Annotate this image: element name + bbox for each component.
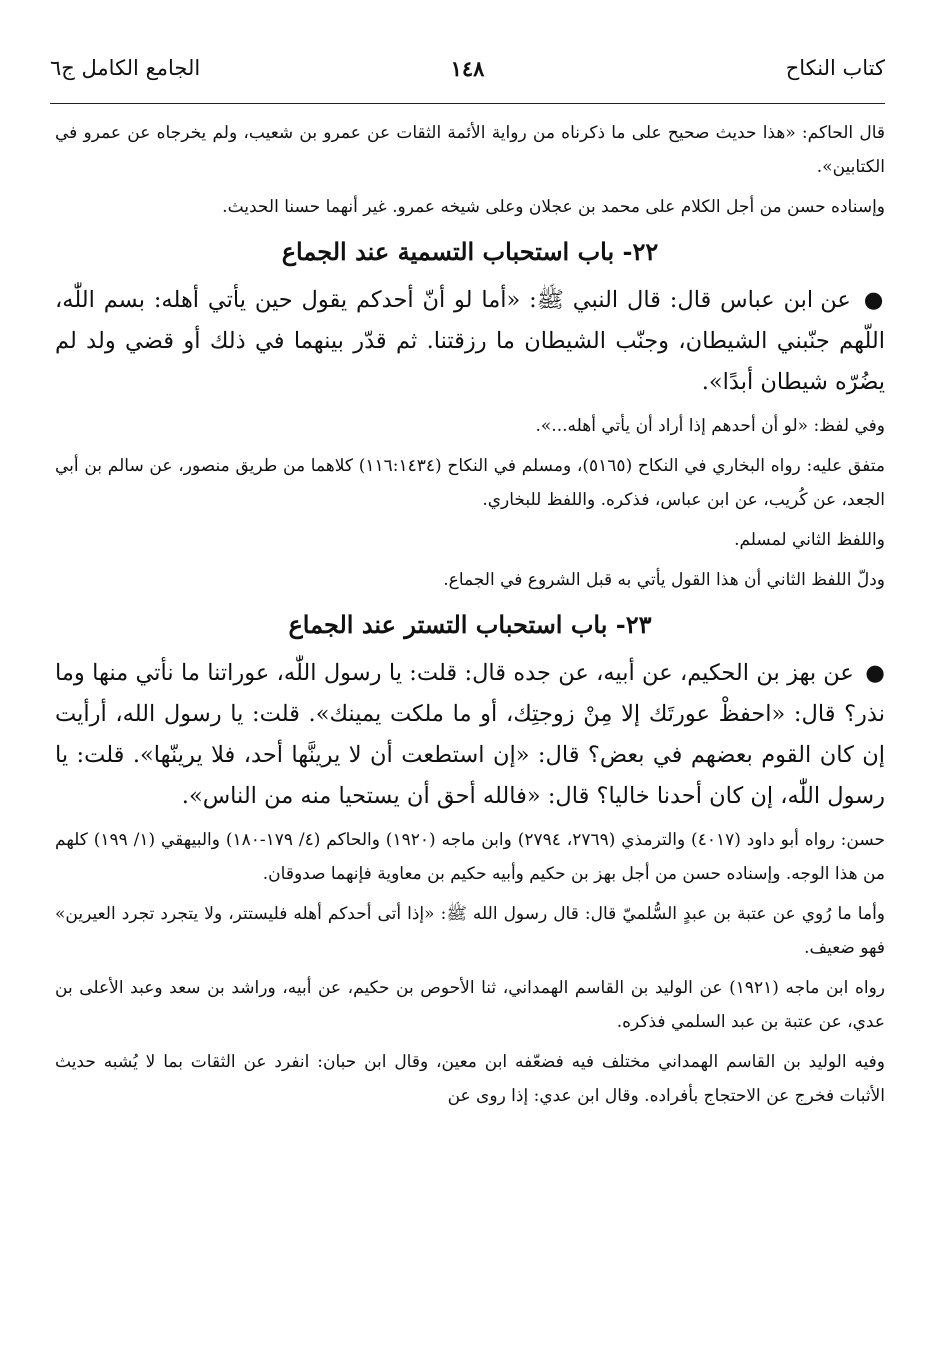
page-header [50, 56, 885, 96]
variant-wording: وفي لفظ: «لو أن أحدهم إذا أراد أن يأتي أهله...». [535, 416, 885, 436]
hadith-22-text: عن ابن عباس قال: قال النبي ﷺ: «أما لو أنّ أحدكم يقول حين يأتي أهله: بسم اللّٰه، اللّهم جنّبني الشيطان، وجنّب الشيطان ما رزقتنا. ثم قدّر بينهما في ذلك أو قضي ولد لم يضُرّه شيطان أبدًا». [55, 287, 885, 395]
header-rule [50, 103, 885, 104]
page-content [55, 116, 885, 1119]
takhrij-23: حسن: رواه أبو داود (٤٠١٧) والترمذي (٢٧٦٩، ٢٧٩٤) وابن ماجه (١٩٢٠) والحاكم (٤/ ١٧٩-١٨٠) والبيهقي (١/ ١٩٩) كلهم من هذا الوجه. وإسناده حسن من أجل بهز بن حكيم وأبيه حكيم بن معاوية فإنهما صدوقان. [55, 830, 886, 884]
isnad-note: وإسناده حسن من أجل الكلام على محمد بن عجلان وعلى شيخه عمرو. غير أنهما حسنا الحديث. [222, 197, 885, 217]
hadith-22 [55, 280, 885, 403]
page-number: ١٤٨ [450, 56, 485, 81]
weak-report: وأما ما رُوي عن عتبة بن عبدٍ السُّلميّ قال: قال رسول الله ﷺ: «إذا أتى أحدكم أهله فليستتر، ولا يتجرد تجرد العيرين» فهو ضعيف. [55, 904, 885, 958]
hadith-23-text: عن بهز بن الحكيم، عن أبيه، عن جده قال: قلت: يا رسول اللّٰه، عوراتنا ما نأتي منها وما نذر؟ قال: «احفظْ عورتَك إلا مِنْ زوجتِك، أو ما ملكت يمينك». قلت: يا رسول الله، أرأيت إن كان القوم بعضهم في بعض؟ قال: «إن استطعت أن لا يرينَّها أحد، فلا يرينّها». قلت: يا رسول اللّٰه، إن كان أحدنا خاليا؟ قال: «فالله أحق أن يستحيا منه من الناس». [55, 660, 885, 809]
hakim-quote: قال الحاكم: «هذا حديث صحيح على ما ذكرناه من رواية الأئمة الثقات عن عمرو بن شعيب، ولم يخرجاه عن عمرو في الكتابين». [55, 123, 885, 177]
second-wording-note: واللفظ الثاني لمسلم. [734, 530, 885, 550]
chapter-heading-22: ٢٢- باب استحباب التسمية عند الجماع [281, 237, 659, 266]
bullet-marker: ● [865, 660, 885, 686]
ibn-majah-chain: رواه ابن ماجه (١٩٢١) عن الوليد بن القاسم الهمداني، ثنا الأحوص بن حكيم، عن أبيه، وراشد بن سعد وعبد الأعلى بن عدي، عن عتبة بن عبد السلمي فذكره. [55, 978, 886, 1032]
narrator-critique: وفيه الوليد بن القاسم الهمداني مختلف فيه فضعّفه ابن معين، وقال ابن حبان: انفرد عن الثقات بما لا يُشبه حديث الأثبات فخرج عن الاحتجاج بأفراده. وقال ابن عدي: إذا روى عن [55, 1052, 885, 1106]
book-title: كتاب النكاح [785, 56, 885, 80]
hadith-23 [55, 653, 885, 817]
chapter-heading-23: ٢٣- باب استحباب التستر عند الجماع [288, 610, 652, 639]
inference-note: ودلّ اللفظ الثاني أن هذا القول يأتي به قبل الشروع في الجماع. [443, 570, 885, 590]
bullet-marker: ● [863, 287, 885, 313]
takhrij-22: متفق عليه: رواه البخاري في النكاح (٥١٦٥)، ومسلم في النكاح (١١٦:١٤٣٤) كلاهما من طريق منصور، عن سالم بن أبي الجعد، عن كُريب، عن ابن عباس، فذكره. واللفظ للبخاري. [55, 456, 885, 510]
collection-title: الجامع الكامل ج٦ [50, 56, 201, 80]
